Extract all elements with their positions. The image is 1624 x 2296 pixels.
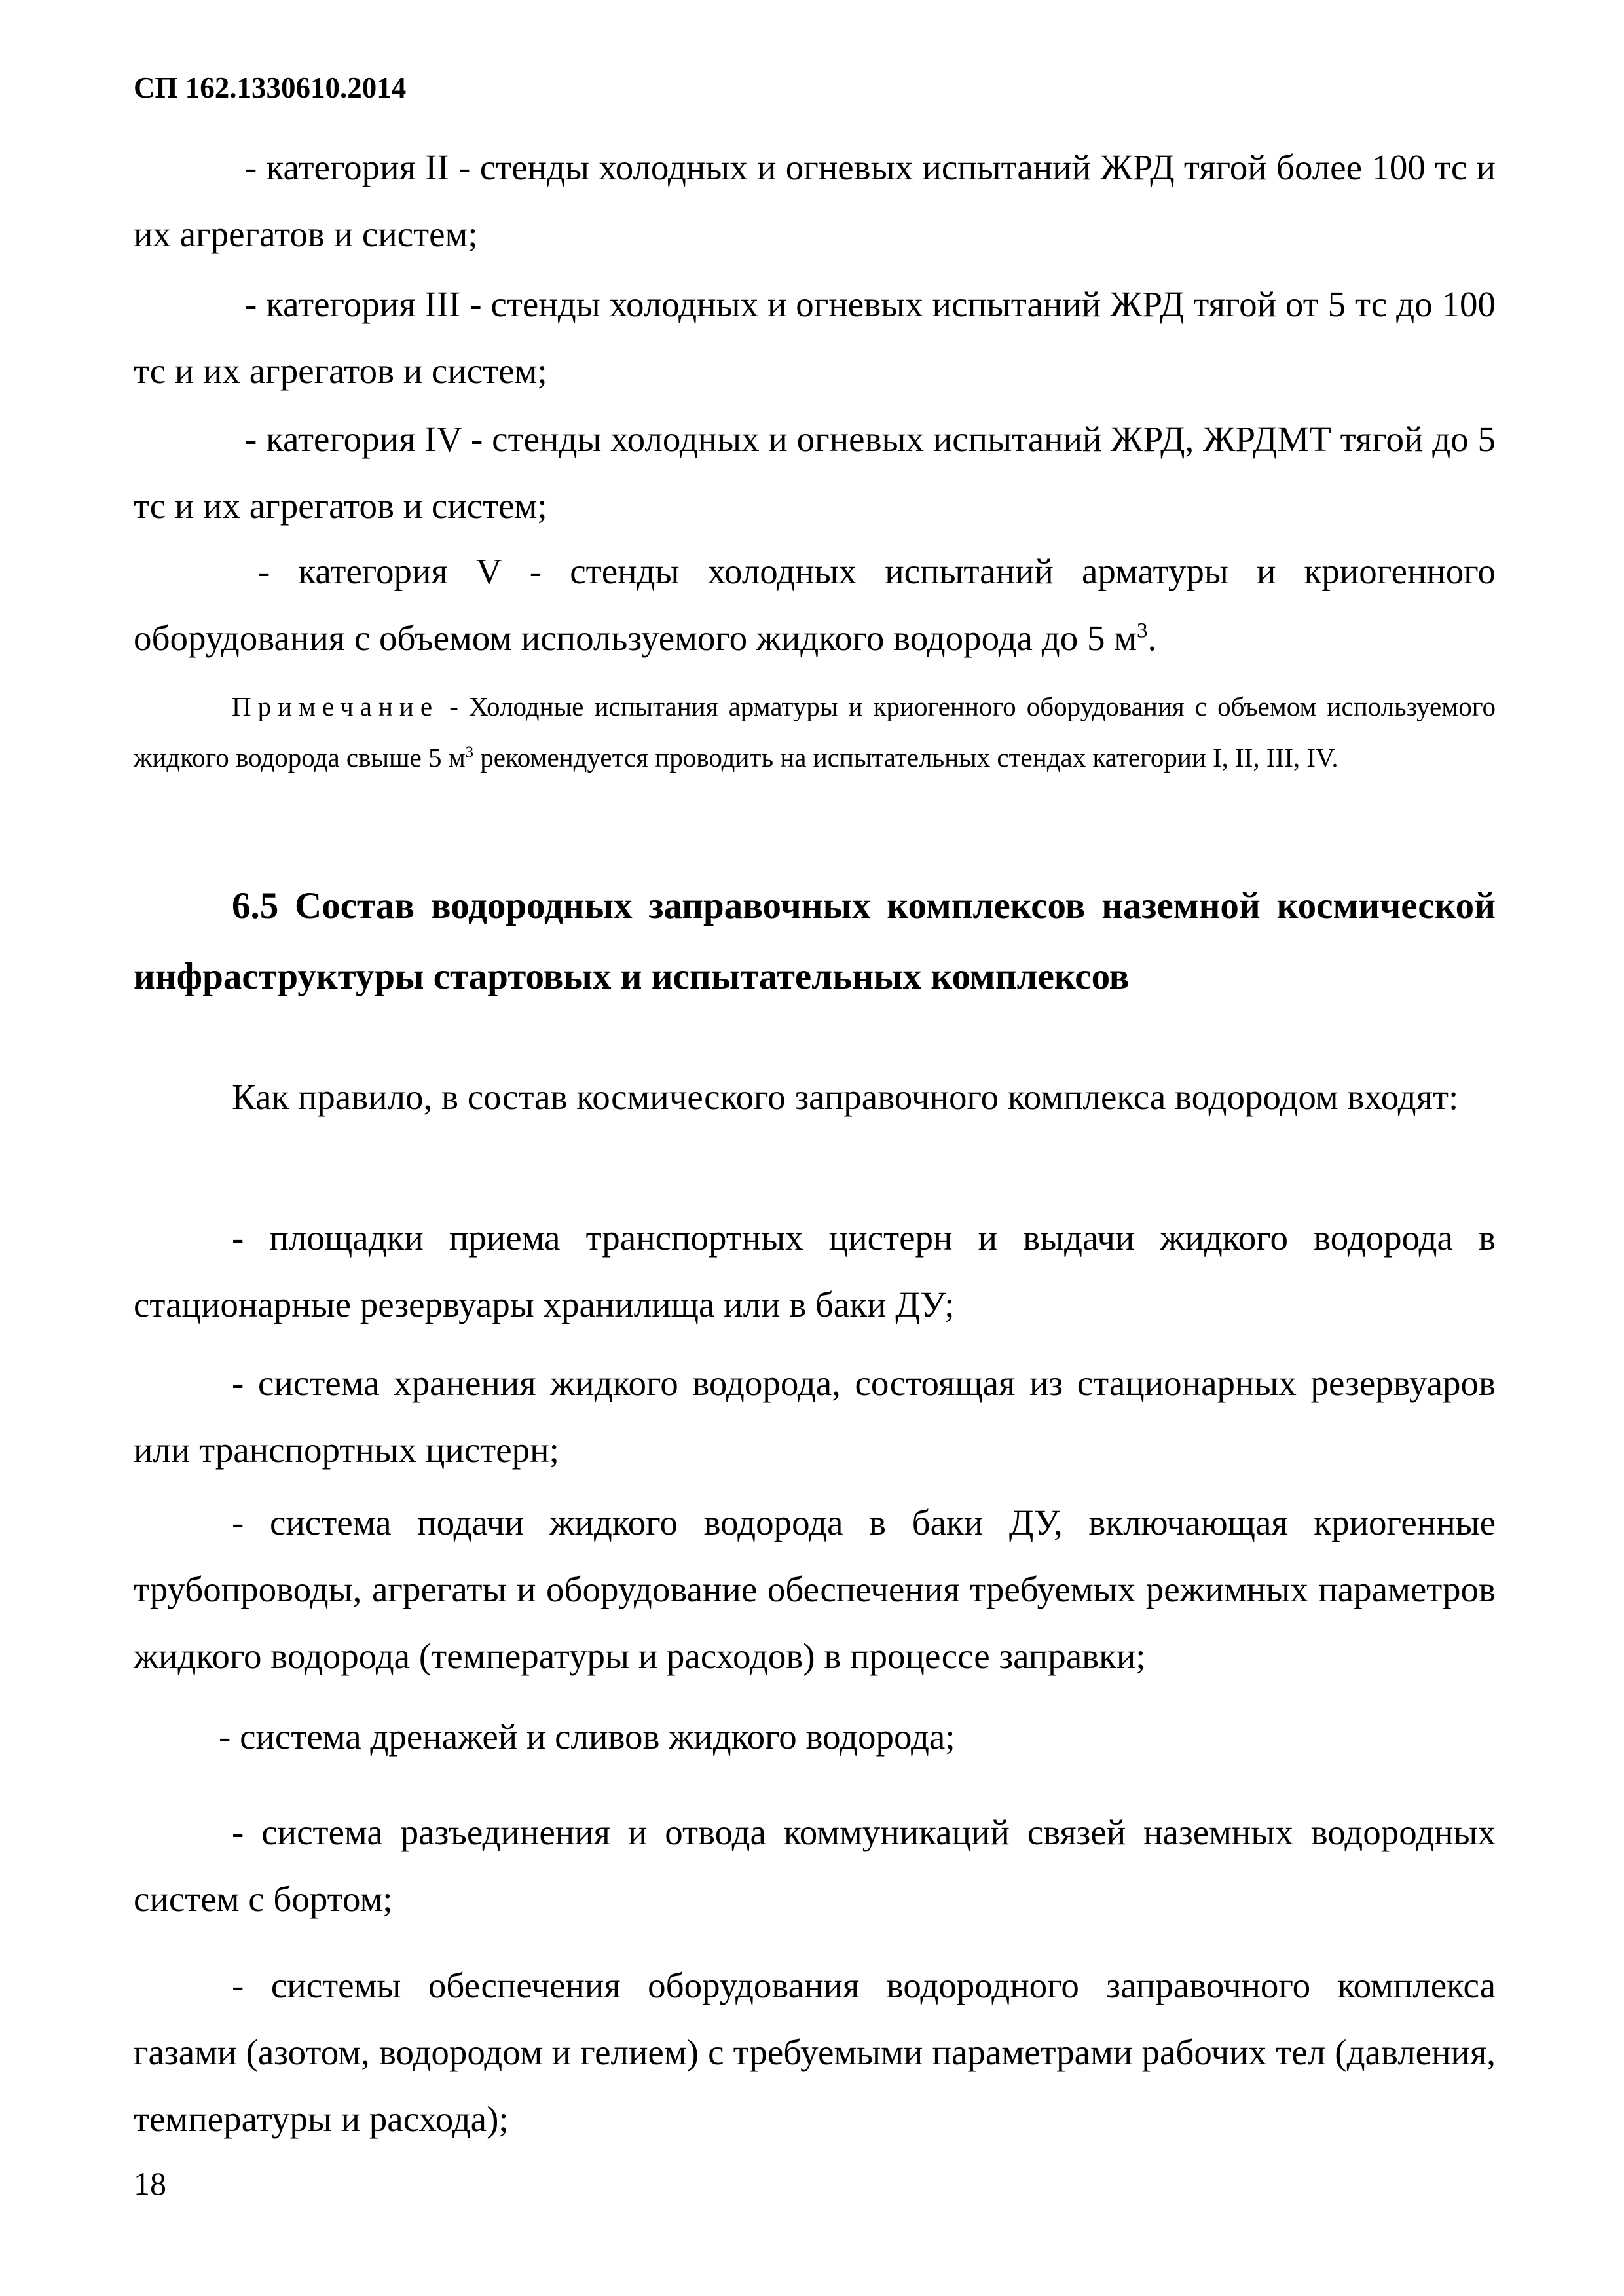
page-number: 18 <box>134 2165 166 2202</box>
list-item: - система подачи жидкого водорода в баки ДУ, включающая криогенные трубопроводы, агрегаты и оборудование обеспечения требуемых режимных параметров жидкого водорода (температуры и расходов) в процессе заправки; <box>134 1503 1496 1676</box>
section-intro: Как правило, в состав космического заправочного комплекса водородом входят: <box>232 1077 1459 1117</box>
document-code: СП 162.1330610.2014 <box>134 71 407 104</box>
list-item: - система разъединения и отвода коммуникаций связей наземных водородных систем с бортом; <box>134 1812 1496 1919</box>
paragraph-category-5 <box>134 538 1496 672</box>
note-text-end: рекомендуется проводить на испытательных стендах категории I, II, III, IV. <box>473 742 1338 773</box>
list-item: - система дренажей и сливов жидкого водорода; <box>219 1717 955 1757</box>
section-heading: 6.5 Состав водородных заправочных комплексов наземной космической инфраструктуры стартовых и испытательных комплексов <box>134 885 1496 997</box>
category-5-end: . <box>1147 618 1157 658</box>
list-item: - площадки приема транспортных цистерн и выдачи жидкого водорода в стационарные резервуары хранилища или в баки ДУ; <box>134 1218 1496 1324</box>
note-label: Примечание <box>232 691 439 721</box>
list-item: - система хранения жидкого водорода, состоящая из стационарных резервуаров или транспортных цистерн; <box>134 1363 1496 1470</box>
list-item: - системы обеспечения оборудования водородного заправочного комплекса газами (азотом, водородом и гелием) с требуемыми параметрами рабочих тел (давления, температуры и расхода); <box>134 1965 1496 2139</box>
note-paragraph <box>134 681 1496 783</box>
superscript-3: 3 <box>1137 619 1148 643</box>
paragraph-category-2: - категория II - стенды холодных и огневых испытаний ЖРД тягой более 100 тс и их агрегатов и систем; <box>134 147 1496 254</box>
note-superscript-3: 3 <box>465 743 474 761</box>
paragraph-category-4: - категория IV - стенды холодных и огневых испытаний ЖРД, ЖРДМТ тягой до 5 тс и их агрегатов и систем; <box>134 419 1496 526</box>
note-text-start: - Холодные испытания арматуры и криогенного оборудования с объемом используемого жидкого водорода свыше 5 м <box>134 691 1496 773</box>
category-5-text: - категория V - стенды холодных испытаний арматуры и криогенного оборудования с объемом используемого жидкого водорода до 5 м <box>134 551 1496 658</box>
paragraph-category-3: - категория III - стенды холодных и огневых испытаний ЖРД тягой от 5 тс до 100 тс и их агрегатов и систем; <box>134 284 1496 391</box>
